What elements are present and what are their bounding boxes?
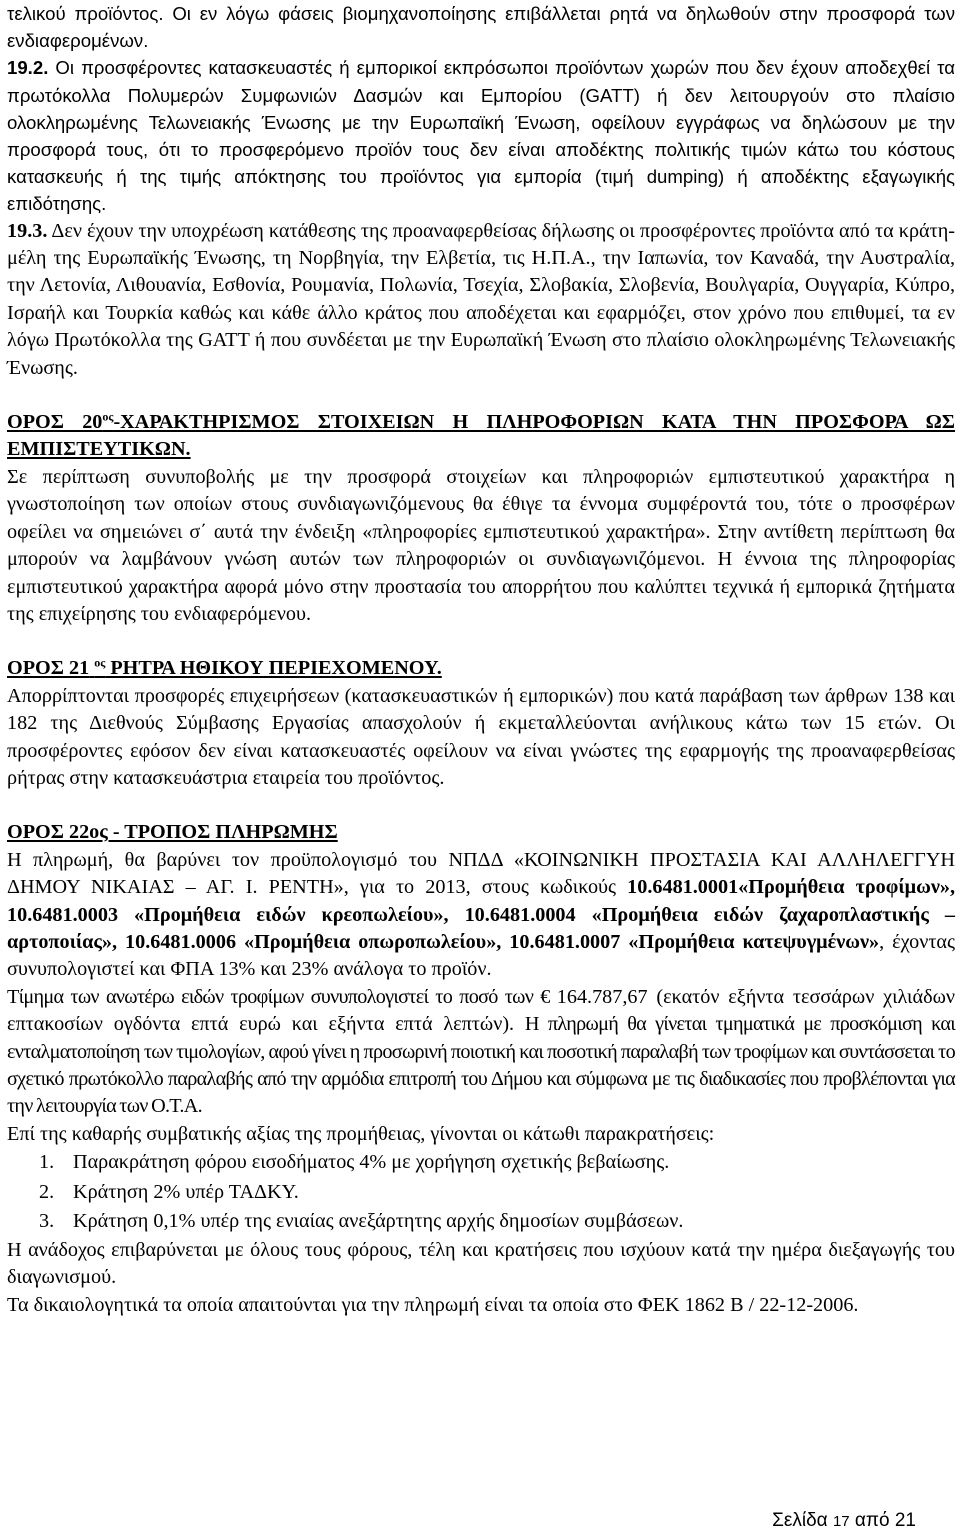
document-page xyxy=(7,0,955,1319)
documents-text: Τα δικαιολογητικά τα οποία απαιτούνται για την πληρωμή είναι τα οποία στο ΦΕΚ 1862 Β / 22-12-2006. xyxy=(7,1293,859,1316)
term-21-title xyxy=(7,655,955,682)
list-item-number: 1. xyxy=(39,1151,55,1174)
list-item-number: 2. xyxy=(39,1180,55,1203)
documents-paragraph xyxy=(7,1292,955,1319)
clause-19-2-number: 19.2. xyxy=(7,57,49,79)
intro-paragraph xyxy=(7,0,955,54)
term-20-body-text: Σε περίπτωση συνυποβολής με την προσφορά στοιχείων και πληροφοριών εμπιστευτικού χαρακτήρα η γνωστοποίηση των οποίων στους συνδιαγωνιζόμενους θα έθιγε τα έννομα συμφέροντά του, τότε ο προσφέρων οφείλει να σημειώνει σ΄ αυτά την ένδειξη «πληροφορίες εμπιστευτικού χαρακτήρα». Στην αντίθετη περίπτωση θα μπορούν να λαμβάνουν γνώση αυτών των πληροφοριών οι συνδιαγωνιζόμενοι. Η έννοια της πληροφορίας εμπιστευτικού χαρακτήρα αφορά μόνο στην προστασία του απορρήτου που καλύπτει τεχνικά ή εμπορικά ζητήματα της επιχείρησης του ενδιαφερόμενου. xyxy=(7,465,955,625)
term-22-title xyxy=(7,819,955,846)
term-20-title-end: -ΧΑΡΑΚΤΗΡΙΣΜΟΣ ΣΤΟΙΧΕΙΩΝ Η ΠΛΗΡΟΦΟΡΙΩΝ ΚΑΤΑ ΤΗΝ ΠΡΟΣΦΟΡΑ ΩΣ ΕΜΠΙΣΤΕΥΤΙΚΩΝ. xyxy=(7,411,955,461)
footer-of-label: από xyxy=(854,1510,890,1531)
deductions-intro-text: Επί της καθαρής συμβατικής αξίας της προμήθειας, γίνονται οι κάτωθι παρακρατήσεις: xyxy=(7,1122,715,1145)
list-item xyxy=(39,1178,955,1208)
contractor-burden-text: Η ανάδοχος επιβαρύνεται με όλους τους φόρους, τέλη και κρατήσεις που ισχύουν κατά την ημέρα διεξαγωγής του διαγωνισμού. xyxy=(7,1239,955,1289)
term-21-body xyxy=(7,683,955,793)
list-item xyxy=(39,1207,955,1237)
list-item-number: 3. xyxy=(39,1210,55,1233)
footer-page-number: 17 xyxy=(832,1513,850,1530)
term-22-amount-paragraph xyxy=(7,984,955,1121)
list-item-text: Παρακράτηση φόρου εισοδήματος 4% με χορήγηση σχετικής βεβαίωσης. xyxy=(73,1151,670,1174)
list-item xyxy=(39,1148,955,1178)
payment-procedure-text: Η πληρωμή θα γίνεται τμηματικά με προσκόμιση και ενταλματοποίηση των τιμολογίων, αφού γίνει η προσωρινή ποιοτική και ποσοτική παραλαβή των τροφίμων και συντάσσεται το σχετικό πρωτόκολλο παραλαβής από την αρμόδια επιτροπή του Δήμου και σύμφωνα με τις διαδικασίες που προβλέπονται για την λειτουργία των Ο.Τ.Α. xyxy=(7,1013,955,1118)
term-20-title xyxy=(7,409,955,464)
intro-text: τελικού προϊόντος. Οι εν λόγω φάσεις βιομηχανοποίησης επιβάλλεται ρητά να δηλωθούν στην προσφορά των ενδιαφερομένων. xyxy=(7,3,955,52)
footer-total-pages: 21 xyxy=(894,1510,916,1531)
clause-19-3-text: Δεν έχουν την υποχρέωση κατάθεσης της προαναφερθείσας δήλωσης οι προσφέροντες προϊόντα από τα κράτη-μέλη της Ευρωπαϊκής Ένωσης, τη Νορβηγία, την Ελβετία, τις Η.Π.Α., την Ιαπωνία, τον Καναδά, την Αυστραλία, την Λετονία, Λιθουανία, Εσθονία, Ρουμανία, Πολωνία, Τσεχία, Σλοβακία, Σλοβενία, Βουλγαρία, Ουγγαρία, Κύπρο, Ισραήλ και Τουρκία καθώς και κάθε άλλο κράτος που αποδέχεται και εφαρμόζει, στον χρόνο που επιθυμεί, τα εν λόγω Πρωτόκολλα της GATT ή που συνδέεται με την Ευρωπαϊκή Ένωση στο πλαίσιο ολοκληρωμένης Τελωνειακής Ένωσης. xyxy=(7,219,955,379)
term-21-body-text: Απορρίπτονται προσφορές επιχειρήσεων (κατασκευαστικών ή εμπορικών) που κατά παράβαση των άρθρων 138 και 182 της Διεθνούς Σύμβασης Εργασίας απασχολούν ή εκμεταλλεύονται ανήλικους κάτω των 15 ετών. Οι προσφέροντες εφόσον δεν είναι κατασκευαστές οφείλουν να είναι γνώστες της εφαρμογής της προαναφερθείσας ρήτρας στην κατασκευάστρια εταιρεία του προϊόντος. xyxy=(7,684,955,789)
clause-19-2-text: Οι προσφέροντες κατασκευαστές ή εμπορικοί εκπρόσωποι προϊόντων χωρών που δεν έχουν αποδεχθεί τα πρωτόκολλα Πολυμερών Συμφωνιών Δασμών και Εμπορίου (GATT) ή δεν λειτουργούν στο πλαίσιο ολοκληρωμένης Τελωνειακής Ένωσης με την Ευρωπαϊκή Ένωση, οφείλουν εγγράφως να δηλώσουν με την προσφορά τους, ότι το προσφερόμενο προϊόν τους δεν είναι αποδέκτης πολιτικής τιμών κάτω του κόστους κατασκευής ή της τιμής απόκτησης του προϊόντος για εμπορία (τιμή dumping) ή αποδέκτης εξαγωγικής επιδότησης. xyxy=(7,57,955,215)
amount-value-text: 164.787,67 (εκατόν εξήντα τεσσάρων χιλιάδων επτακοσίων ογδόντα επτά ευρώ και εξήντα επτά λεπτών). xyxy=(7,985,955,1036)
deductions-intro xyxy=(7,1121,955,1148)
term-21-title-sup: ος xyxy=(94,655,106,670)
term-20-title-sup: ος xyxy=(102,409,114,424)
term-22-payment-paragraph xyxy=(7,847,955,984)
amount-intro-text: Τίμημα των ανωτέρω ειδών τροφίμων συνυπολογιστεί το ποσό των € xyxy=(7,985,557,1008)
contractor-burden-paragraph xyxy=(7,1237,955,1292)
payment-vat-text: , έχοντας συνυπολογιστεί και ΦΠΑ 13% και 23% ανάλογα το προϊόν. xyxy=(7,930,955,981)
list-item-text: Κράτηση 2% υπέρ ΤΑΔΚΥ. xyxy=(73,1180,299,1203)
clause-19-3-number: 19.3. xyxy=(7,219,48,242)
term-21-title-start: ΟΡΟΣ 21 xyxy=(7,657,90,680)
payment-budget-codes: 10.6481.0001«Προμήθεια τροφίμων», 10.6481.0003 «Προμήθεια ειδών κρεοπωλείου», 10.6481.0004 «Προμήθεια ειδών ζαχαροπλαστικής – αρτοποιίας», 10.6481.0006 «Προμήθεια οπωροπωλείου», 10.6481.0007 «Προμήθεια κατεψυγμένων» xyxy=(7,876,955,953)
clause-19-3 xyxy=(7,218,955,382)
clause-19-2 xyxy=(7,54,955,217)
term-20-body xyxy=(7,464,955,628)
term-20-title-start: ΟΡΟΣ 20 xyxy=(7,411,103,434)
term-22-title-text: ΟΡΟΣ 22ος - ΤΡΟΠΟΣ ΠΛΗΡΩΜΗΣ xyxy=(7,821,338,844)
payment-budget-text: Η πληρωμή, θα βαρύνει τον προϋπολογισμό του ΝΠΔΔ «ΚΟΙΝΩΝΙΚΗ ΠΡΟΣΤΑΣΙΑ ΚΑΙ ΑΛΛΗΛΕΓΓΥΗ ΔΗΜΟΥ ΝΙΚΑΙΑΣ – ΑΓ. Ι. ΡΕΝΤΗ», για το 2013, στους κωδικούς xyxy=(7,848,955,899)
list-item-text: Κράτηση 0,1% υπέρ της ενιαίας ανεξάρτητης αρχής δημοσίων συμβάσεων. xyxy=(73,1210,684,1233)
footer-page-label: Σελίδα xyxy=(772,1510,828,1531)
page-footer xyxy=(772,1510,916,1533)
term-21-title-end: ΡΗΤΡΑ ΗΘΙΚΟΥ ΠΕΡΙΕΧΟΜΕΝΟΥ. xyxy=(105,657,442,680)
deductions-list xyxy=(7,1148,955,1237)
